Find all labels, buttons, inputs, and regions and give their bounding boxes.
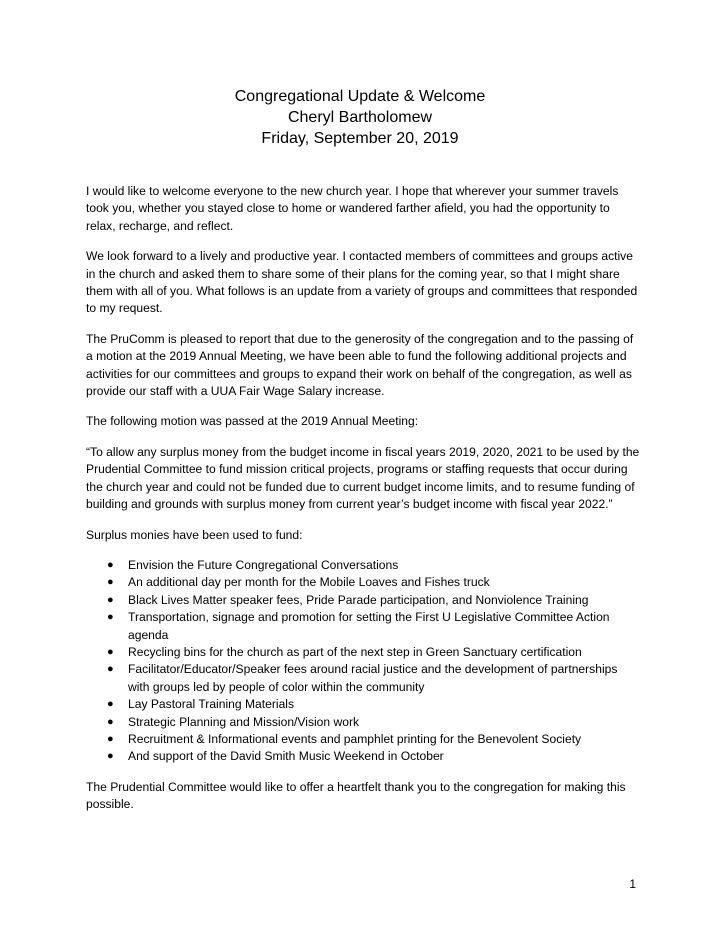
list-item bbox=[107, 714, 642, 731]
paragraph-closing: The Prudential Committee would like to offer a heartfelt thank you to the congregation for making this possible. bbox=[86, 779, 626, 812]
list-item-text: Envision the Future Congregational Conversations bbox=[128, 557, 399, 572]
list-item bbox=[107, 731, 642, 748]
document-title-block bbox=[0, 86, 720, 149]
list-item-text: Strategic Planning and Mission/Vision work bbox=[128, 714, 360, 729]
page-number: 1 bbox=[629, 877, 636, 891]
paragraph-list-intro: Surplus monies have been used to fund: bbox=[86, 527, 303, 542]
document-author: Cheryl Bartholomew bbox=[287, 109, 433, 126]
list-item bbox=[107, 748, 642, 765]
paragraph-welcome: I would like to welcome everyone to the new church year. I hope that wherever your summer travels took you, whether you stayed close to home or wandered farther afield, you had the opportunity to relax, recharge, and reflect. bbox=[86, 184, 619, 233]
list-item bbox=[107, 592, 642, 609]
document-body bbox=[86, 183, 642, 827]
list-item-text: Recycling bins for the church as part of the next step in Green Sanctuary certification bbox=[128, 644, 582, 659]
paragraph-update-intro: We look forward to a lively and productive year. I contacted members of committees and groups active in the church and asked them to share some of their plans for the coming year, so that I might share them with all of you. What follows is an update from a variety of groups and committees that responded to my request. bbox=[86, 249, 638, 316]
bullet-icon: ● bbox=[107, 715, 114, 728]
surplus-funding-list bbox=[86, 557, 642, 766]
paragraph-motion-quote: “To allow any surplus money from the budget income in fiscal years 2019, 2020, 2021 to be used by the Prudential Committee to fund mission critical projects, programs or staffing requests that occur during the church year and could not be funded due to current budget income limits, and to resume funding of building and grounds with surplus money from current year’s budget income with fiscal year 2022.” bbox=[86, 444, 640, 512]
list-item bbox=[107, 557, 642, 574]
bullet-icon: ● bbox=[107, 663, 114, 676]
document-date: Friday, September 20, 2019 bbox=[261, 130, 459, 147]
bullet-icon: ● bbox=[107, 593, 114, 606]
bullet-icon: ● bbox=[107, 732, 114, 745]
list-item bbox=[107, 696, 642, 713]
bullet-icon: ● bbox=[107, 611, 114, 624]
bullet-icon: ● bbox=[107, 698, 114, 711]
bullet-icon: ● bbox=[107, 645, 114, 658]
paragraph-prucomm-report: The PruComm is pleased to report that due to the generosity of the congregation and to the passing of a motion at the 2019 Annual Meeting, we have been able to fund the following additional projects and activities for our committees and groups to expand their work on behalf of the congregation, as well as provide our staff with a UUA Fair Wage Salary increase. bbox=[86, 331, 634, 399]
paragraph-motion-intro: The following motion was passed at the 2019 Annual Meeting: bbox=[86, 414, 419, 429]
list-item-text: Recruitment & Informational events and pamphlet printing for the Benevolent Society bbox=[128, 731, 582, 746]
bullet-icon: ● bbox=[107, 558, 114, 571]
list-item-text: An additional day per month for the Mobile Loaves and Fishes truck bbox=[128, 575, 490, 590]
bullet-icon: ● bbox=[107, 576, 114, 589]
list-item bbox=[107, 661, 642, 696]
list-item-text: Transportation, signage and promotion for setting the First U Legislative Committee Action agenda bbox=[128, 610, 610, 642]
list-item-text: And support of the David Smith Music Weekend in October bbox=[128, 749, 444, 764]
bullet-icon: ● bbox=[107, 750, 114, 763]
document-title: Congregational Update & Welcome bbox=[234, 88, 486, 105]
list-item bbox=[107, 609, 642, 644]
list-item bbox=[107, 644, 642, 661]
list-item-text: Lay Pastoral Training Materials bbox=[128, 697, 295, 712]
list-item-text: Facilitator/Educator/Speaker fees around racial justice and the development of partnerships with groups led by people of color within the community bbox=[128, 662, 618, 694]
list-item bbox=[107, 574, 642, 591]
list-item-text: Black Lives Matter speaker fees, Pride Parade participation, and Nonviolence Training bbox=[128, 592, 589, 607]
